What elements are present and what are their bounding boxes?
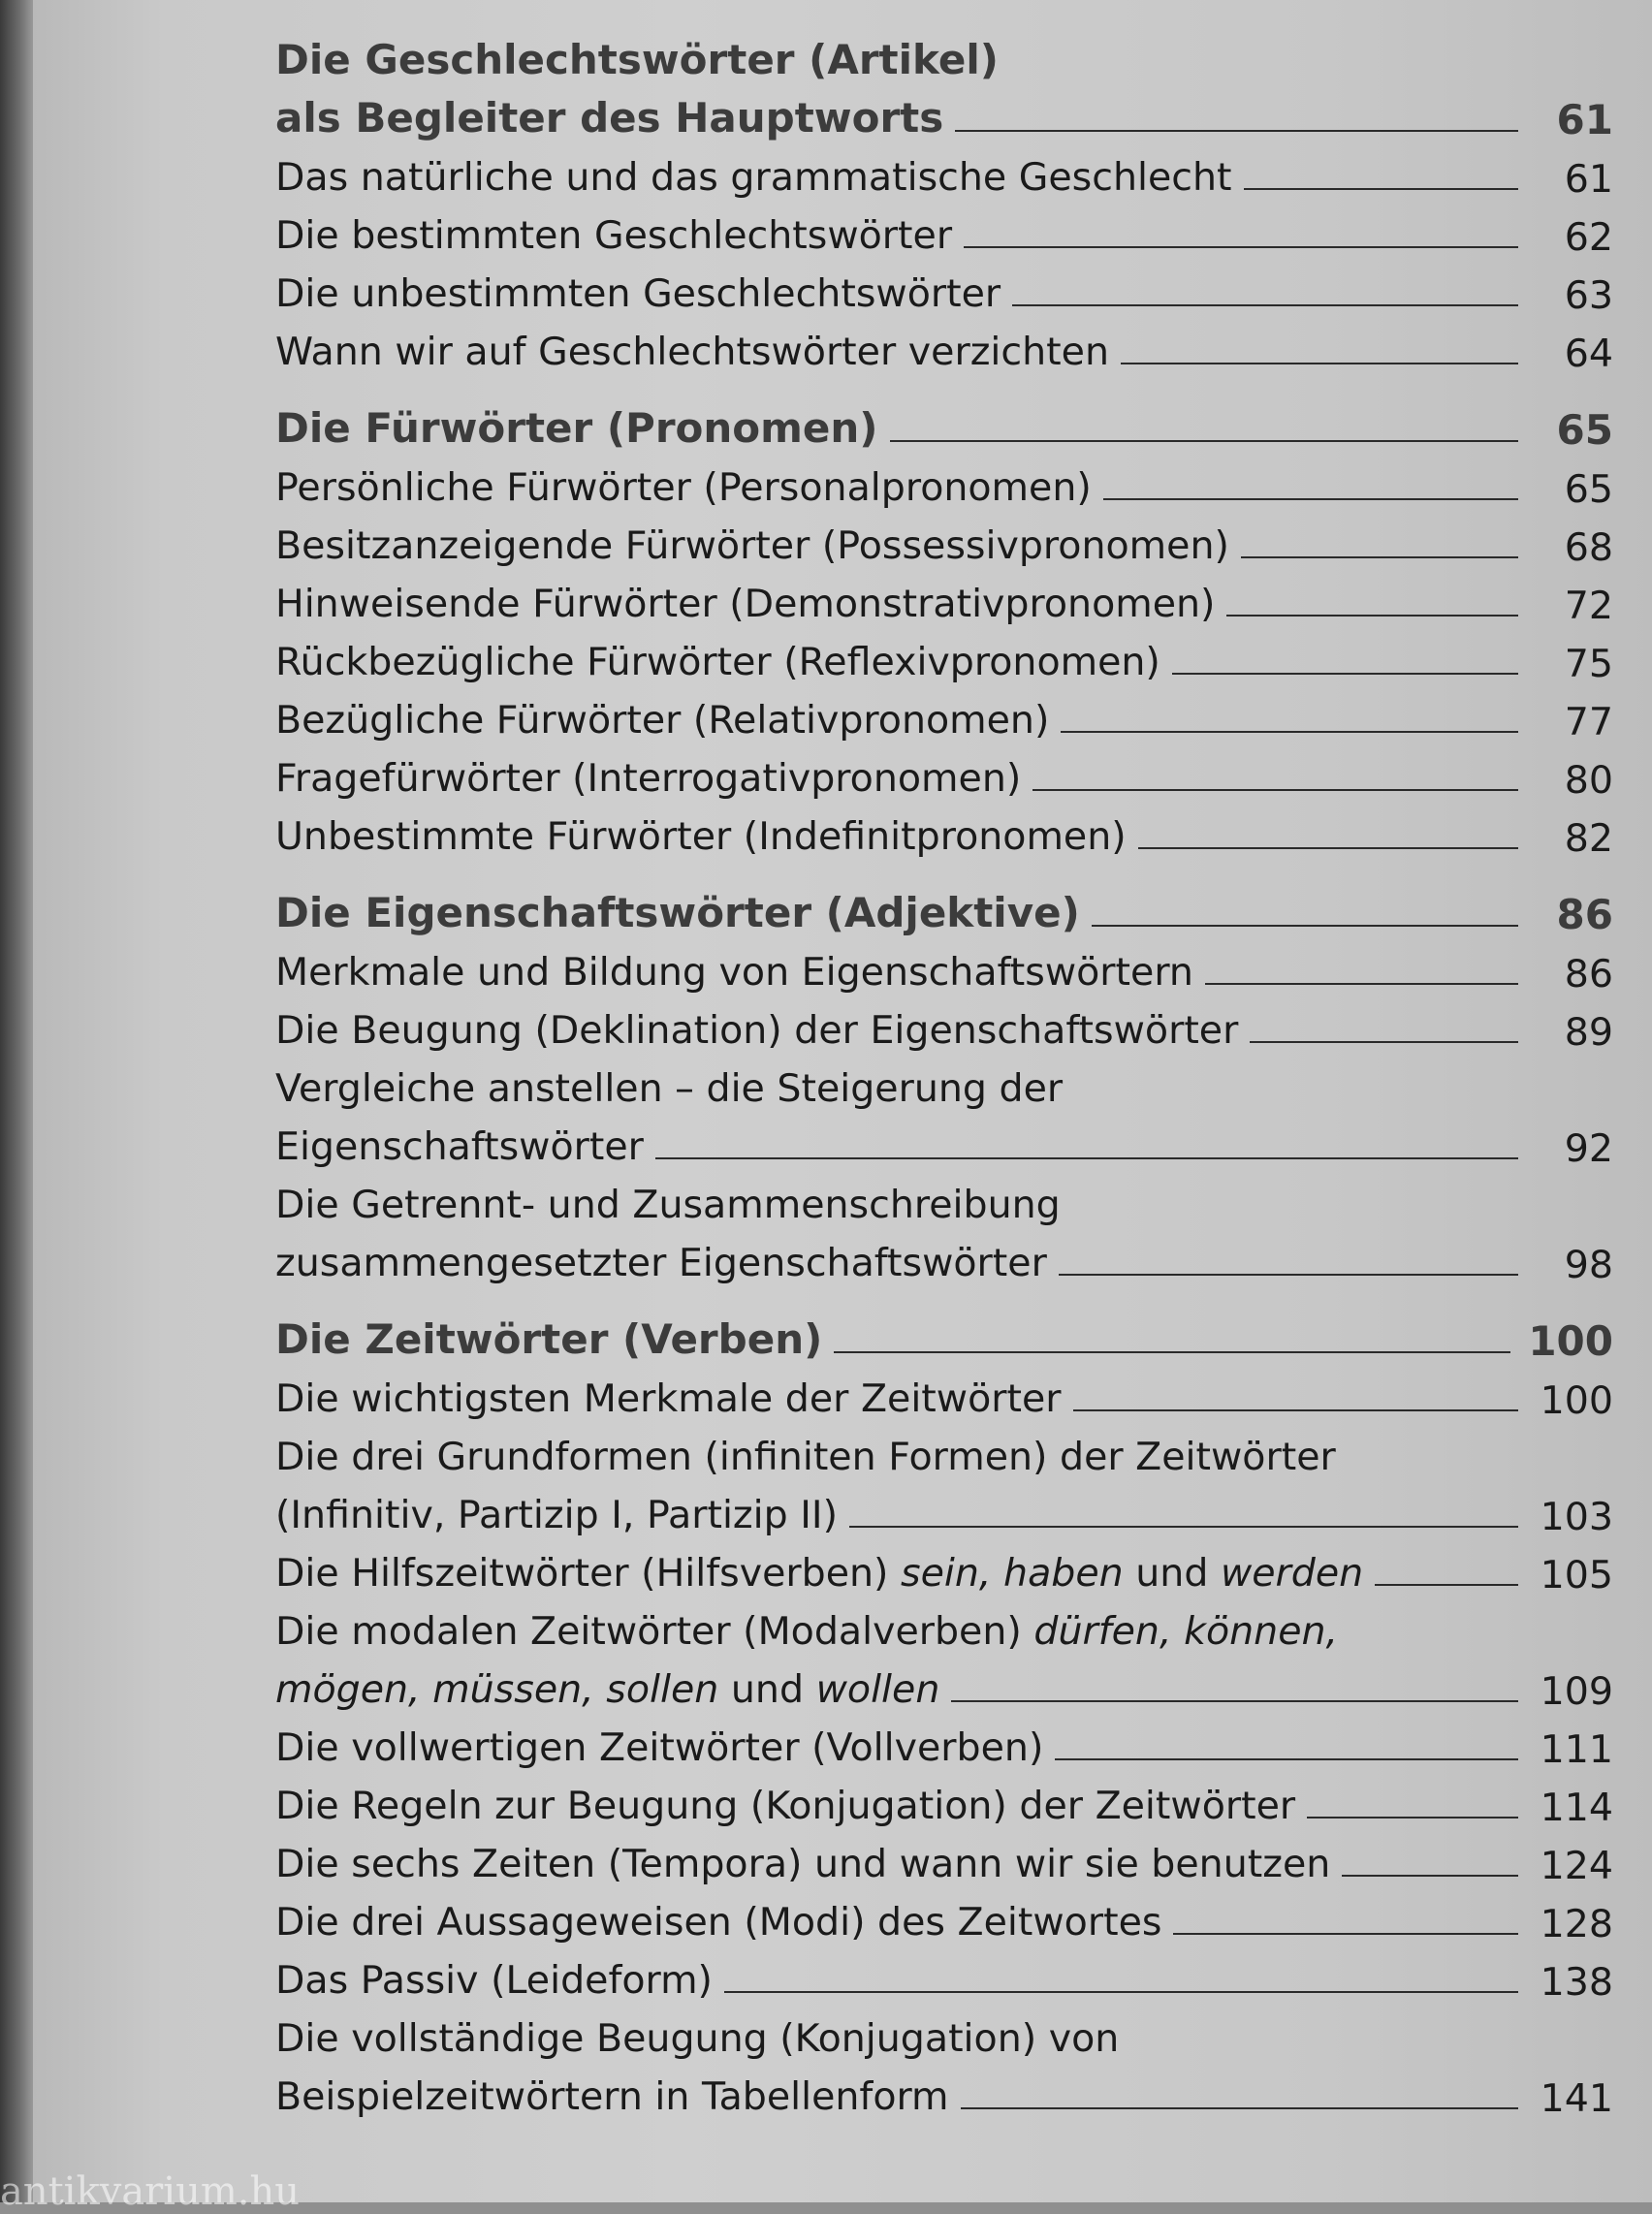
toc-entry [275,744,1613,803]
leader-line [834,1351,1510,1353]
book-spine [0,0,33,2202]
toc-entry-label: Fragefürwörter (Interrogativpronomen) [275,756,1022,801]
toc-entry-label: Vergleiche anstellen – die Steigerung der [275,1066,1064,1111]
leader-line [1138,847,1518,849]
toc-entry [275,938,1613,996]
leader-line [655,1157,1518,1159]
leader-line [849,1526,1518,1528]
section-heading-label: Die Zeitwörter (Verben) [275,1315,823,1363]
page-number: 89 [1564,1010,1613,1055]
toc-entry-label: Die Hilfszeitwörter (Hilfsverben) sein, haben und werden [275,1551,1364,1596]
leader-line [1059,1274,1518,1276]
toc-entry-label: Die bestimmten Geschlechtswörter [275,213,953,258]
leader-line [1250,1041,1518,1043]
leader-line [961,2107,1518,2109]
toc-entry [275,628,1613,686]
toc-entry [275,1714,1613,1772]
leader-line [1375,1584,1518,1586]
page-number: 141 [1540,2076,1613,2121]
toc-entry-label: Merkmale und Bildung von Eigenschaftswörtern [275,950,1193,995]
leader-line [1061,731,1518,733]
toc-section [275,1307,1613,2121]
page-number: 80 [1564,758,1613,803]
toc-entry-line [275,1055,1613,1113]
leader-line [951,1700,1518,1702]
toc-entry [275,1772,1613,1830]
toc-entry [275,1365,1613,1423]
toc-entry [275,260,1613,318]
page-number: 109 [1540,1669,1613,1714]
page-number: 92 [1564,1126,1613,1171]
leader-line [964,246,1518,248]
toc-entry-label: Die drei Grundformen (infiniten Formen) der Zeitwörter [275,1435,1336,1479]
toc-entry-label: Die Getrennt- und Zusammenschreibung [275,1183,1061,1227]
toc-entry-line [275,1423,1613,1481]
page-number: 100 [1528,1317,1613,1365]
page-number: 100 [1540,1378,1613,1423]
toc-entry-label: Unbestimmte Fürwörter (Indefinitpronomen) [275,814,1127,859]
leader-line [1307,1817,1518,1819]
toc-entry [275,1113,1613,1171]
toc-entry-label: Wann wir auf Geschlechtswörter verzichten [275,330,1109,374]
section-heading-line [275,27,1613,85]
toc-entry-label: Die modalen Zeitwörter (Modalverben) dürfen, können, [275,1609,1339,1654]
page-number: 128 [1540,1902,1613,1946]
toc-entry [275,803,1613,861]
toc-entry [275,318,1613,376]
page-number: 103 [1540,1495,1613,1539]
page-number: 72 [1564,584,1613,628]
page-number: 111 [1540,1727,1613,1772]
toc-entry-label: Eigenschaftswörter [275,1124,644,1169]
toc-entry-label: Das Passiv (Leideform) [275,1958,713,2003]
toc-entry-line [275,1171,1613,1229]
toc-entry-label: mögen, müssen, sollen und wollen [275,1667,940,1712]
toc-entry [275,1946,1613,2005]
section-heading [275,395,1613,454]
page-number: 82 [1564,816,1613,861]
toc-entry [275,454,1613,512]
toc-entry-label: Die vollständige Beugung (Konjugation) von [275,2016,1120,2061]
toc-entry-label: Die wichtigsten Merkmale der Zeitwörter [275,1376,1062,1421]
toc-entry [275,1830,1613,1888]
page-number: 98 [1564,1243,1613,1287]
toc-entry-label: Das natürliche und das grammatische Geschlecht [275,155,1232,200]
toc-entry [275,1656,1613,1714]
toc-entry-label: Die sechs Zeiten (Tempora) und wann wir sie benutzen [275,1842,1331,1886]
section-heading-label: Die Eigenschaftswörter (Adjektive) [275,889,1080,936]
toc-entry-label: Die Regeln zur Beugung (Konjugation) der Zeitwörter [275,1784,1296,1828]
toc-entry [275,1481,1613,1539]
page-number: 68 [1564,525,1613,570]
toc-entry-label: Die drei Aussageweisen (Modi) des Zeitwortes [275,1900,1162,1945]
page-number: 64 [1564,332,1613,376]
toc-entry [275,996,1613,1055]
section-heading-label: Die Geschlechtswörter (Artikel) [275,36,999,83]
page-number: 65 [1556,406,1613,454]
leader-line [1103,498,1518,500]
leader-line [1244,188,1518,190]
toc-entry [275,143,1613,202]
toc-entry [275,570,1613,628]
toc-entry-label: zusammengesetzter Eigenschaftswörter [275,1241,1047,1285]
toc-entry-label: (Infinitiv, Partizip I, Partizip II) [275,1493,838,1537]
section-heading-label: als Begleiter des Hauptworts [275,94,944,142]
toc-entry-line [275,2005,1613,2063]
leader-line [1342,1875,1518,1877]
toc-entry-label: Beispielzeitwörtern in Tabellenform [275,2074,949,2119]
toc-entry [275,1229,1613,1287]
toc-entry [275,1539,1613,1597]
page-number: 77 [1564,700,1613,744]
toc-entry [275,512,1613,570]
toc-entry-label: Die unbestimmten Geschlechtswörter [275,271,1001,316]
leader-line [1073,1409,1518,1411]
section-heading [275,1307,1613,1365]
page-number: 65 [1564,467,1613,512]
leader-line [890,440,1519,442]
page-number: 61 [1564,157,1613,202]
page-number: 105 [1540,1553,1613,1597]
toc-section [275,395,1613,861]
toc-entry-label: Bezügliche Fürwörter (Relativpronomen) [275,698,1050,743]
leader-line [1205,983,1518,985]
leader-line [1121,363,1518,364]
toc-entry [275,1888,1613,1946]
section-heading [275,85,1613,143]
page-number: 63 [1564,273,1613,318]
toc-entry-label: Die Beugung (Deklination) der Eigenschaftswörter [275,1008,1239,1053]
page-number: 114 [1540,1786,1613,1830]
page-number: 75 [1564,642,1613,686]
toc-entry-label: Rückbezügliche Fürwörter (Reflexivpronomen) [275,640,1160,684]
book-page [33,0,1652,2202]
leader-line [1032,789,1518,791]
page-number: 86 [1564,952,1613,996]
page-number: 138 [1540,1960,1613,2005]
toc-entry-line [275,1597,1613,1656]
toc-entry-label: Besitzanzeigende Fürwörter (Possessivpronomen) [275,523,1229,568]
toc-entry-label: Persönliche Fürwörter (Personalpronomen) [275,465,1092,510]
leader-line [1241,556,1518,558]
section-heading-label: Die Fürwörter (Pronomen) [275,404,878,452]
toc-entry [275,686,1613,744]
leader-line [1012,304,1518,306]
leader-line [724,1991,1518,1993]
leader-line [1055,1758,1518,1760]
leader-line [1226,615,1518,617]
page-number: 61 [1556,96,1613,143]
page-number: 124 [1540,1844,1613,1888]
leader-line [1172,673,1518,675]
page-number: 86 [1556,891,1613,938]
toc-entry-label: Hinweisende Fürwörter (Demonstrativpronomen) [275,582,1216,626]
leader-line [1173,1933,1518,1935]
toc-entry [275,202,1613,260]
watermark: antikvarium.hu [0,2169,301,2214]
toc-entry-label: Die vollwertigen Zeitwörter (Vollverben) [275,1725,1044,1770]
leader-line [1092,925,1518,927]
page-number: 62 [1564,215,1613,260]
toc-entry [275,2063,1613,2121]
toc-section [275,880,1613,1287]
section-heading [275,880,1613,938]
leader-line [955,130,1518,132]
toc-section [275,27,1613,376]
table-of-contents [275,27,1613,2140]
